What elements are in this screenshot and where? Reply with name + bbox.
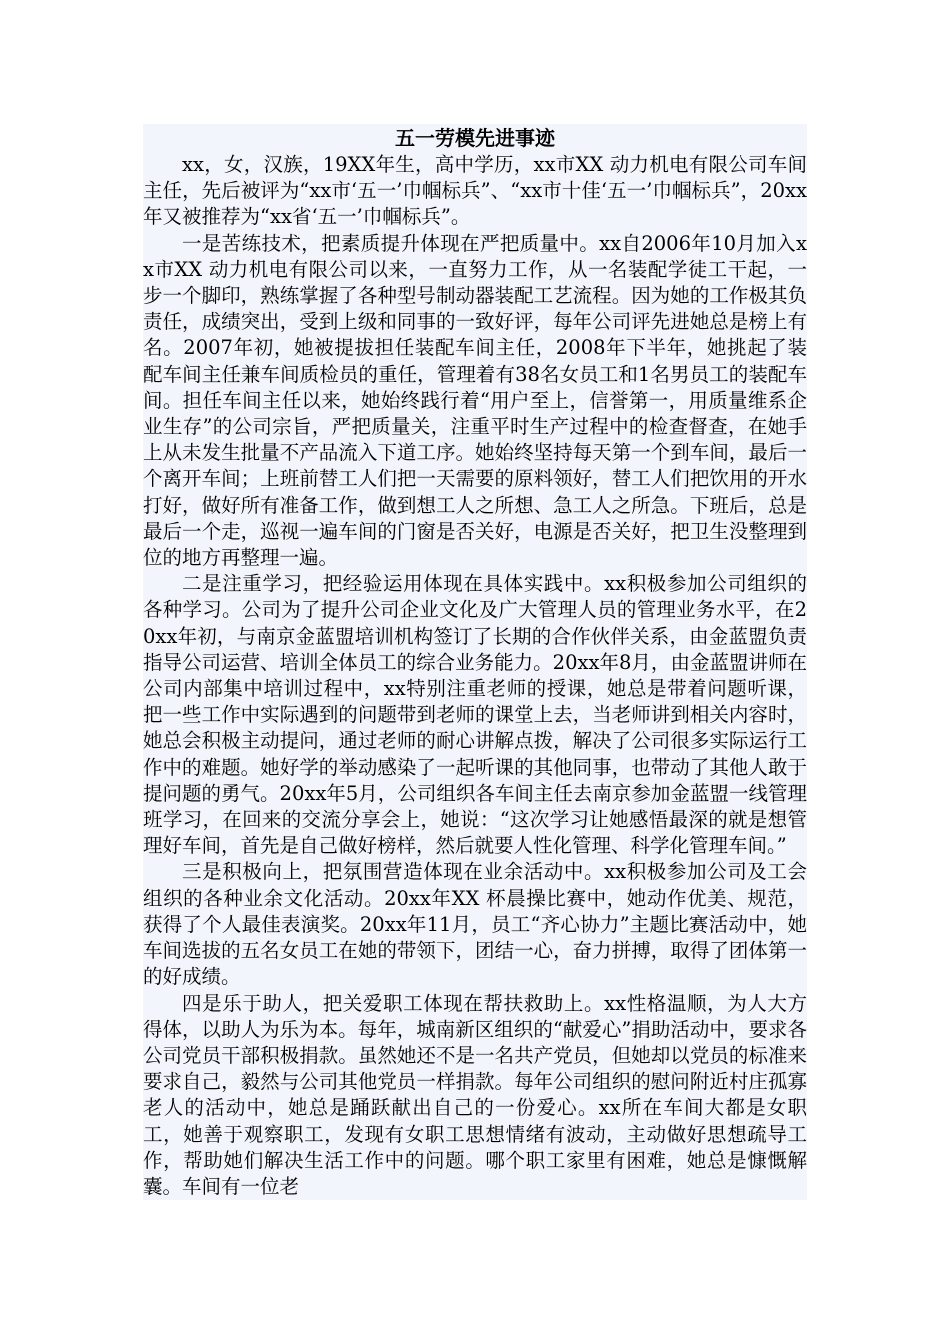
paragraph-helping: 四是乐于助人，把关爱职工体现在帮扶救助上。xx性格温顺，为人大方得体，以助人为乐为本。每年，城南新区组织的“献爱心”捐助活动中，要求各公司党员干部积极捐款。虽然她还不是一名共产党员，但她却以党员的标准来要求自己，毅然与公司其他党员一样捐款。每年公司组织的慰问附近村庄孤寡老人的活动中，她总是踊跃献出自己的一份爱心。xx所在车间大都是女职工，她善于观察职工，发现有女职工思想情绪有波动，主动做好思想疏导工作，帮助她们解决生活工作中的问题。哪个职工家里有困难，她总是慷慨解囊。车间有一位老 — [143, 991, 807, 1198]
paragraph-activities: 三是积极向上，把氛围营造体现在业余活动中。xx积极参加公司及工会组织的各种业余文化活动。20xx年XX 杯晨操比赛中，她动作优美、规范，获得了个人最佳表演奖。20xx年11月，员工“齐心协力”主题比赛活动中，她车间选拔的五名女员工在她的带领下，团结一心，奋力拼搏，取得了团体第一的好成绩。 — [143, 860, 807, 989]
paragraph-learning: 二是注重学习，把经验运用体现在具体实践中。xx积极参加公司组织的各种学习。公司为了提升公司企业文化及广大管理人员的管理业务水平，在20xx年初，与南京金蓝盟培训机构签订了长期的合作伙伴关系，由金蓝盟负责指导公司运营、培训全体员工的综合业务能力。20xx年8月，由金蓝盟讲师在公司内部集中培训过程中，xx特别注重老师的授课，她总是带着问题听课，把一些工作中实际遇到的问题带到老师的课堂上去，当老师讲到相关内容时，她总会积极主动提问，通过老师的耐心讲解点拨，解决了公司很多实际运行工作中的难题。她好学的举动感染了一起听课的其他同事，也带动了其他人敢于提问题的勇气。20xx年5月，公司组织各车间主任去南京参加金蓝盟一线管理班学习，在回来的交流分享会上，她说：“这次学习让她感悟最深的就是想管理好车间，首先是自己做好榜样，然后就要人性化管理、科学化管理车间。” — [143, 572, 807, 858]
paragraph-technique: 一是苦练技术，把素质提升体现在严把质量中。xx自2006年10月加入xx市XX 动力机电有限公司以来，一直努力工作，从一名装配学徒工干起，一步一个脚印，熟练掌握了各种型号制动器装配工艺流程。因为她的工作极其负责任，成绩突出，受到上级和同事的一致好评，每年公司评先进她总是榜上有名。2007年初，她被提拔担任装配车间主任，2008年下半年，她挑起了装配车间主任兼车间质检员的重任，管理着有38名女员工和1名男员工的装配车间。担任车间主任以来，她始终践行着“用户至上，信誉第一，用质量维系企业生存”的公司宗旨，严把质量关，注重平时生产过程中的检查督查，在她手上从未发生批量不产品流入下道工序。她始终坚持每天第一个到车间，最后一个离开车间；上班前替工人们把一天需要的原料领好，替工人们把饮用的开水打好，做好所有准备工作，做到想工人之所想、急工人之所急。下班后，总是最后一个走，巡视一遍车间的门窗是否关好，电源是否关好，把卫生没整理到位的地方再整理一遍。 — [143, 231, 807, 570]
document-title: 五一劳模先进事迹 — [395, 126, 555, 150]
document-body — [143, 124, 807, 1200]
paragraph-intro: xx，女，汉族，19XX年生，高中学历，xx市XX 动力机电有限公司车间主任，先后被评为“xx市‘五一’巾帼标兵”、“xx市十佳‘五一’巾帼标兵”，20xx年又被推荐为“xx省‘五一’巾帼标兵”。 — [143, 153, 807, 229]
